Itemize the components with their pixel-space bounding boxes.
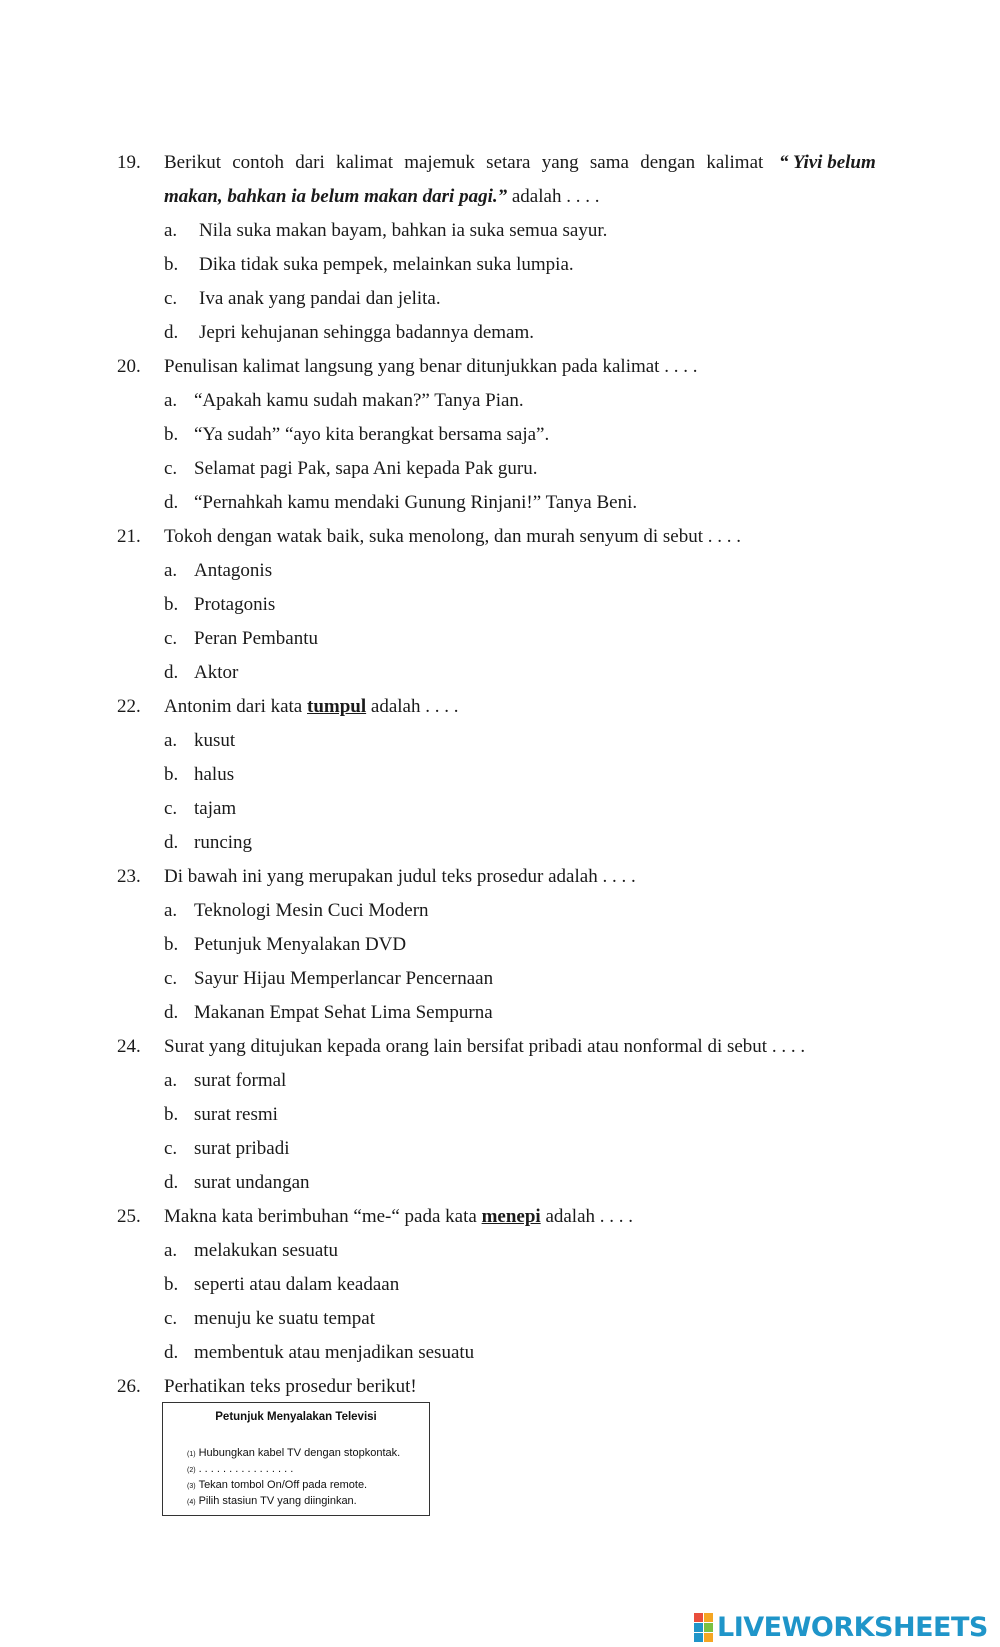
- option-b[interactable]: b. surat resmi: [164, 1104, 278, 1125]
- procedure-step: (3) Tekan tombol On/Off pada remote.: [187, 1479, 368, 1491]
- logo-block: [694, 1613, 703, 1622]
- option-b[interactable]: b. Dika tidak suka pempek, melainkan suka lumpia.: [164, 254, 574, 275]
- question-text: Penulisan kalimat langsung yang benar ditunjukkan pada kalimat . . . .: [164, 356, 698, 377]
- logo-block: [704, 1613, 713, 1622]
- key-word: menepi: [481, 1206, 541, 1227]
- question-text: Surat yang ditujukan kepada orang lain bersifat pribadi atau nonformal di sebut . . . .: [164, 1036, 806, 1057]
- option-b[interactable]: b. “Ya sudah” “ayo kita berangkat bersama saja”.: [164, 424, 550, 445]
- logo-mark-icon: [694, 1613, 713, 1642]
- question-text: Di bawah ini yang merupakan judul teks prosedur adalah . . . .: [164, 866, 636, 887]
- procedure-title: Petunjuk Menyalakan Televisi: [215, 1411, 377, 1423]
- option-c[interactable]: c. menuju ke suatu tempat: [164, 1308, 375, 1329]
- option-a[interactable]: a. Teknologi Mesin Cuci Modern: [164, 900, 429, 921]
- question-number: 25.: [117, 1206, 141, 1227]
- question-number: 24.: [117, 1036, 141, 1057]
- option-c[interactable]: c. Peran Pembantu: [164, 628, 319, 649]
- question-text: Tokoh dengan watak baik, suka menolong, dan murah senyum di sebut . . . .: [164, 526, 742, 547]
- quoted-sentence-start: “ Yivi belum: [779, 152, 876, 173]
- question-text: Antonim dari kata tumpul adalah . . . .: [164, 696, 459, 717]
- option-b[interactable]: b. seperti atau dalam keadaan: [164, 1274, 400, 1295]
- question-number: 26.: [117, 1376, 141, 1397]
- option-d[interactable]: d. Aktor: [164, 662, 239, 683]
- option-a[interactable]: a. Nila suka makan bayam, bahkan ia suka semua sayur.: [164, 220, 608, 241]
- option-a[interactable]: a. kusut: [164, 730, 236, 751]
- procedure-step: (1) Hubungkan kabel TV dengan stopkontak.: [187, 1447, 401, 1459]
- option-a[interactable]: a. Antagonis: [164, 560, 273, 581]
- logo-text: LIVEWORKSHEETS: [717, 1611, 988, 1643]
- liveworksheets-logo: [694, 1611, 988, 1643]
- question-number: 23.: [117, 866, 141, 887]
- key-word: tumpul: [307, 696, 367, 717]
- question-number: 22.: [117, 696, 141, 717]
- option-d[interactable]: d. “Pernahkah kamu mendaki Gunung Rinjani!” Tanya Beni.: [164, 492, 638, 513]
- question-text: Makna kata berimbuhan “me-“ pada kata menepi adalah . . . .: [164, 1206, 634, 1227]
- option-d[interactable]: d. surat undangan: [164, 1172, 310, 1193]
- option-b[interactable]: b. Protagonis: [164, 594, 276, 615]
- option-c[interactable]: c. Selamat pagi Pak, sapa Ani kepada Pak guru.: [164, 458, 538, 479]
- option-b[interactable]: b. halus: [164, 764, 235, 785]
- option-c[interactable]: c. tajam: [164, 798, 237, 819]
- logo-block: [694, 1623, 703, 1632]
- option-d[interactable]: d. runcing: [164, 832, 253, 853]
- option-a[interactable]: a. surat formal: [164, 1070, 287, 1091]
- option-c[interactable]: c. Sayur Hijau Memperlancar Pencernaan: [164, 968, 494, 989]
- option-b[interactable]: b. Petunjuk Menyalakan DVD: [164, 934, 407, 955]
- question-number: 20.: [117, 356, 141, 377]
- option-d[interactable]: d. Makanan Empat Sehat Lima Sempurna: [164, 1002, 493, 1023]
- option-d[interactable]: d. membentuk atau menjadikan sesuatu: [164, 1342, 475, 1363]
- option-c[interactable]: c. Iva anak yang pandai dan jelita.: [164, 288, 441, 309]
- question-number: 19.: [117, 152, 141, 173]
- question-text-line2: makan, bahkan ia belum makan dari pagi.” adalah . . . .: [164, 186, 600, 207]
- procedure-step-blank: (2) . . . . . . . . . . . . . . . .: [187, 1463, 294, 1475]
- question-number: 21.: [117, 526, 141, 547]
- question-text: Berikut contoh dari kalimat majemuk setara yang sama dengan kalimat: [164, 152, 764, 173]
- procedure-step: (4) Pilih stasiun TV yang diinginkan.: [187, 1495, 357, 1507]
- option-a[interactable]: a. “Apakah kamu sudah makan?” Tanya Pian.: [164, 390, 524, 411]
- procedure-text-box: [162, 1402, 430, 1516]
- logo-block: [694, 1633, 703, 1642]
- option-c[interactable]: c. surat pribadi: [164, 1138, 290, 1159]
- logo-block: [704, 1633, 713, 1642]
- logo-block: [704, 1623, 713, 1632]
- option-a[interactable]: a. melakukan sesuatu: [164, 1240, 339, 1261]
- question-text: Perhatikan teks prosedur berikut!: [164, 1376, 417, 1397]
- option-d[interactable]: d. Jepri kehujanan sehingga badannya demam.: [164, 322, 535, 343]
